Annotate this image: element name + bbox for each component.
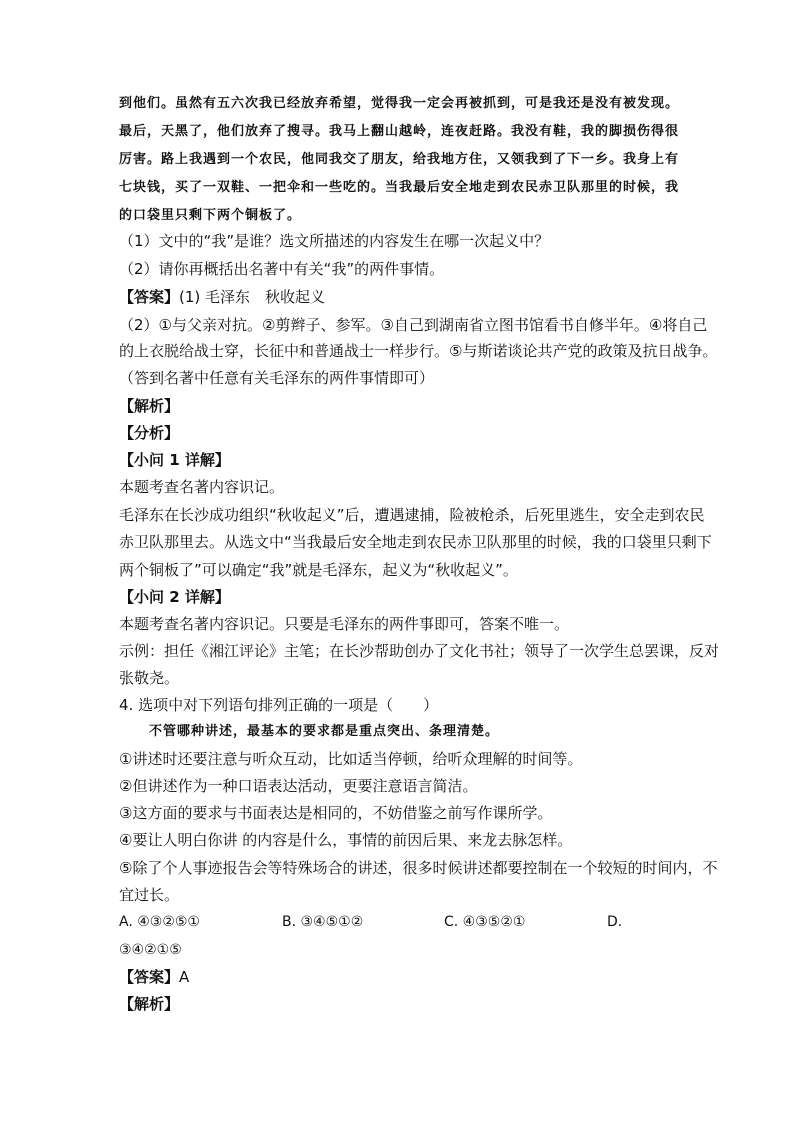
q3-analysis-tag: 【解析】 [119,397,180,415]
passage-line-5: 的口袋里只剩下两个铜板了。 [119,208,302,223]
q3-detail1-line-2: 毛泽东在长沙成功组织“秋收起义”后，遭遇逮捕，险被枪杀，后死里逃生，安全走到农民 [119,506,705,524]
q4-option-a: A. ④③②⑤① [119,914,200,930]
q3-answer2-line-3: （答到名著中任意有关毛泽东的两件事情即可） [119,369,435,387]
passage-line-1: 到他们。虽然有五六次我已经放弃希望，觉得我一定会再被抓到，可是我还是没有被发现。 [119,96,680,111]
q4-sentence-1: ①讲述时还要注意与听众互动，比如适当停顿，给听众理解的时间等。 [119,750,583,768]
q4-option-c: C. ④③⑤②① [444,914,526,930]
q4-option-d-value: ③④②①⑤ [119,942,182,958]
answer-tag: 【答案】 [119,288,180,306]
q4-sentence-4: ④要让人明白你讲 的内容是什么，事情的前因后果、来龙去脉怎样。 [119,831,573,849]
q4-sentence-3: ③这方面的要求与书面表达是相同的，不妨借鉴之前写作课所学。 [119,804,553,822]
q3-detail1-line-1: 本题考查名著内容识记。 [119,478,285,496]
q3-sub2: （2）请你再概括出名著中有关“我”的两件事情。 [119,260,445,278]
q4-answer-line [119,967,189,987]
q4-stem: 4. 选项中对下列语句排列正确的一项是（ ） [119,696,439,714]
q3-answer1: (1) 毛泽东 秋收起义 [179,288,326,306]
passage-line-2: 最后，天黑了，他们放弃了搜寻。我马上翻山越岭，连夜赶路。我没有鞋，我的脚损伤得很 [119,124,680,139]
q3-fenxi-tag: 【分析】 [119,424,180,442]
q4-option-d-label: D. [607,914,623,930]
q3-answer2-line-1: （2）①与父亲对抗。②剪辫子、参军。③自己到湖南省立图书馆看书自修半年。④将自己 [119,316,708,334]
q3-detail2-line-2: 示例：担任《湘江评论》主笔；在长沙帮助创办了文化书社；领导了一次学生总罢课，反对 [119,642,720,660]
q4-option-b: B. ③④⑤①② [282,914,364,930]
q3-detail1-line-3: 赤卫队那里去。从选文中“当我最后安全地走到农民赤卫队那里的时候，我的口袋里只剩下 [119,533,712,551]
q3-sub1: （1）文中的“我”是谁？选文所描述的内容发生在哪一次起义中？ [119,232,550,250]
q3-answer2-line-2: 的上衣脱给战士穿，长征中和普通战士一样步行。⑤与斯诺谈论共产党的政策及抗日战争。 [119,342,718,360]
q4-analysis-tag: 【解析】 [119,995,180,1013]
q4-lead-sentence: 不管哪种讲述，最基本的要求都是重点突出、条理清楚。 [149,724,500,739]
q3-detail2-tag: 【小问 2 详解】 [119,588,230,606]
q4-sentence-2: ②但讲述作为一种口语表达活动，更要注意语言简洁。 [119,777,478,795]
q3-detail2-line-1: 本题考查名著内容识记。只要是毛泽东的两件事即可，答案不唯一。 [119,615,570,633]
q3-detail1-line-4: 两个铜板了”可以确定“我”就是毛泽东，起义为“秋收起义”。 [119,561,518,579]
passage-line-4: 七块钱，买了一双鞋、一把伞和一些吃的。当我最后安全地走到农民赤卫队那里的时候，我 [119,180,680,195]
q4-answer: A [179,968,190,986]
q4-answer-tag: 【答案】 [119,968,180,986]
q3-detail2-line-3: 张敬尧。 [119,669,180,687]
q4-sentence-5: ⑤除了个人事迹报告会等特殊场合的讲述，很多时候讲述都要控制在一个较短的时间内，不 [119,859,718,877]
q4-sentence-5-cont: 宜过长。 [119,886,180,904]
q3-detail1-tag: 【小问 1 详解】 [119,451,230,469]
passage-line-3: 厉害。路上我遇到一个农民，他同我交了朋友，给我地方住，又领我到了下一乡。我身上有 [119,152,680,167]
q3-answer-line [119,287,325,307]
